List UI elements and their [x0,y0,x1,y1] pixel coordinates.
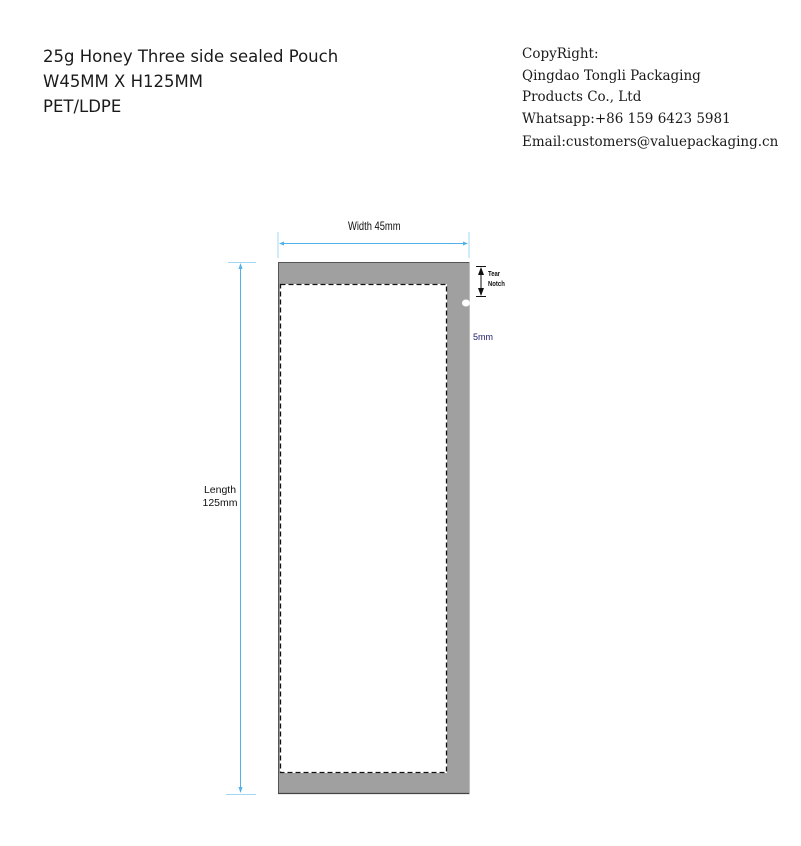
product-size: W45MM X H125MM [43,72,203,91]
copyright-heading: CopyRight: [522,46,599,62]
product-title: 25g Honey Three side sealed Pouch [43,47,339,66]
length-dimension [226,263,256,795]
product-material: PET/LDPE [43,97,122,116]
tear-notch-label [488,270,505,290]
width-dimension [278,232,469,258]
tear-notch-line2: Notch [488,281,505,288]
company-name-line1: Qingdao Tongli Packaging [522,67,701,84]
width-label: Width 45mm [348,219,401,233]
seal-width-label: 5mm [473,332,493,342]
tear-notch-line1: Tear [488,271,501,278]
pouch-body [278,262,470,794]
company-name-line2: Products Co., Ltd [522,89,642,105]
length-label-line2: 125mm [202,497,238,509]
whatsapp-contact: Whatsapp:+86 159 6423 5981 [522,110,731,127]
email-contact: Email:customers@valuepackaging.cn [522,134,779,150]
length-label-line1: Length [203,484,237,496]
length-label [200,484,240,510]
